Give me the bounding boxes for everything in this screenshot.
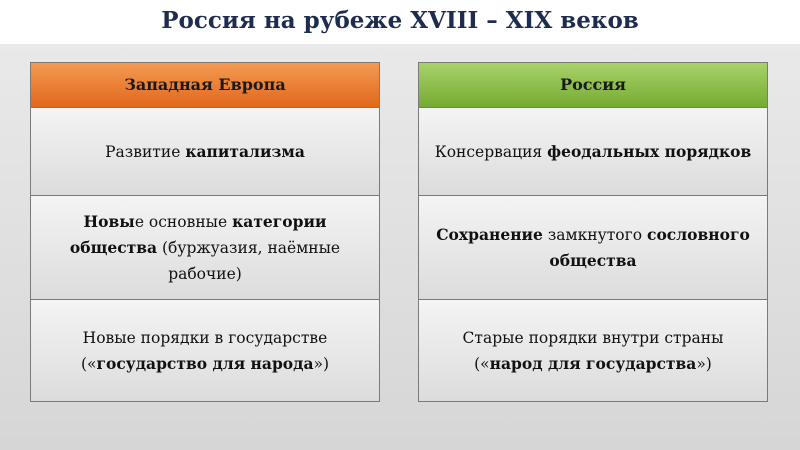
- column-western-europe: [30, 62, 380, 402]
- text-segment: категории общества: [69, 211, 327, 257]
- text-segment: (буржуазия, наёмные рабочие): [157, 238, 341, 283]
- cell-text: [435, 139, 752, 165]
- text-segment: замкнутого: [542, 225, 648, 244]
- cell-text: [39, 209, 371, 287]
- cell-text: [105, 139, 305, 165]
- text-segment: »): [313, 354, 330, 373]
- slide-title: Россия на рубеже XVIII – XIX веков: [161, 7, 639, 34]
- cell-western-europe-1: [30, 108, 380, 196]
- text-segment: е основные: [134, 212, 233, 231]
- text-segment: Сохранение: [436, 224, 543, 244]
- cell-text: [39, 325, 371, 377]
- text-segment: сословного общества: [549, 224, 750, 270]
- cell-russia-1: [418, 108, 768, 196]
- cell-western-europe-3: [30, 300, 380, 402]
- text-segment: Новы: [83, 211, 135, 231]
- cell-russia-2: [418, 196, 768, 300]
- cell-russia-3: [418, 300, 768, 402]
- text-segment: Новые порядки в государстве («: [80, 328, 328, 373]
- cell-text: [427, 325, 759, 377]
- text-segment: Консервация: [434, 142, 548, 161]
- header-russia: Россия: [418, 62, 768, 108]
- text-segment: государство для народа: [96, 353, 314, 373]
- header-western-europe: Западная Европа: [30, 62, 380, 108]
- text-segment: народ для государства: [489, 353, 697, 373]
- column-russia: [418, 62, 768, 402]
- text-segment: капитализма: [185, 141, 305, 161]
- text-segment: феодальных порядков: [547, 141, 752, 161]
- cell-text: [427, 222, 759, 274]
- cell-western-europe-2: [30, 196, 380, 300]
- text-segment: »): [696, 354, 712, 373]
- text-segment: Старые порядки внутри страны («: [462, 328, 724, 373]
- text-segment: Развитие: [105, 142, 186, 161]
